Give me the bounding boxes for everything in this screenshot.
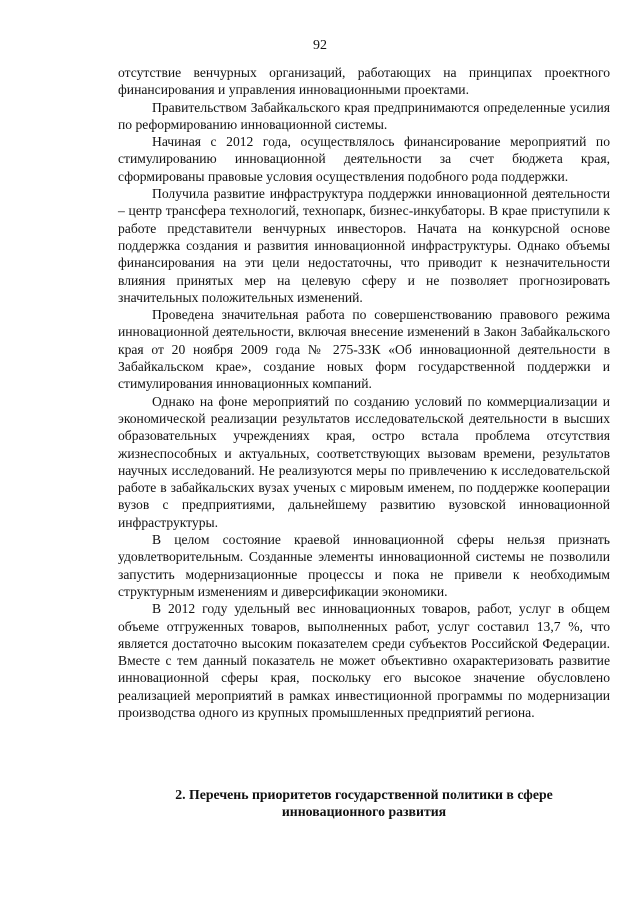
paragraph: В целом состояние краевой инновационной сферы нельзя признать удовлетворительным. Созданные элементы инновационной системы не позволили запустить модернизационные процессы и пока не привели к необходимым структурным изменениям и диверсификации экономики. bbox=[118, 532, 610, 599]
document-body bbox=[118, 64, 610, 721]
page-number: 92 bbox=[313, 38, 327, 53]
paragraph: Правительством Забайкальского края предпринимаются определенные усилия по реформированию инновационной системы. bbox=[118, 99, 610, 132]
paragraph: Получила развитие инфраструктура поддержки инновационной деятельности – центр трансфера технологий, технопарк, бизнес-инкубаторы. В крае приступили к работе представители венчурных инвесторов. Начата на конкурсной основе поддержка создания и развития инновационной инфраструктуры. Однако объемы финансирования на эти цели недостаточны, что приводит к незначительности влияния принятых мер на целевую сферу и не позволяет прогнозировать значительных положительных изменений. bbox=[118, 186, 610, 305]
section-heading-line: 2. Перечень приоритетов государственной политики в сфере bbox=[175, 787, 553, 802]
paragraph: Проведена значительная работа по совершенствованию правового режима инновационной деятельности, включая внесение изменений в Закон Забайкальского края от 20 ноября 2009 года № 275-ЗЗК «Об инновационной деятельности в Забайкальском крае», создание новых форм государственной поддержки и стимулирования инновационных компаний. bbox=[118, 307, 610, 392]
paragraph: В 2012 году удельный вес инновационных товаров, работ, услуг в общем объеме отгруженных товаров, выполненных работ, услуг составил 13,7 %, что является достаточно высоким показателем среди субъектов Российской Федерации. Вместе с тем данный показатель не может объективно охарактеризовать развитие инновационной сферы края, поскольку его высокое значение обусловлено реализацией мероприятий в рамках инвестиционной программы по модернизации производства одного из крупных промышленных предприятий региона. bbox=[118, 601, 610, 720]
paragraph: Однако на фоне мероприятий по созданию условий по коммерциализации и экономической реализации результатов исследовательской деятельности в высших образовательных учреждениях края, остро встала проблема отсутствия жизнеспособных и актуальных, соответствующих вызовам времени, результатов научных исследований. Не реализуются меры по привлечению к исследовательской работе в забайкальских вузах ученых с мировым именем, по поддержке кооперации вузов с предприятиями, дальнейшему развитию вузовской инновационной инфраструктуры. bbox=[118, 393, 610, 530]
paragraph: Начиная с 2012 года, осуществлялось финансирование мероприятий по стимулированию инновационной деятельности за счет бюджета края, сформированы правовые условия осуществления подобного рода поддержки. bbox=[118, 134, 610, 184]
paragraph: отсутствие венчурных организаций, работающих на принципах проектного финансирования и управления инновационными проектами. bbox=[118, 65, 610, 98]
section-heading-line: инновационного развития bbox=[281, 804, 447, 820]
section-heading bbox=[118, 786, 610, 821]
